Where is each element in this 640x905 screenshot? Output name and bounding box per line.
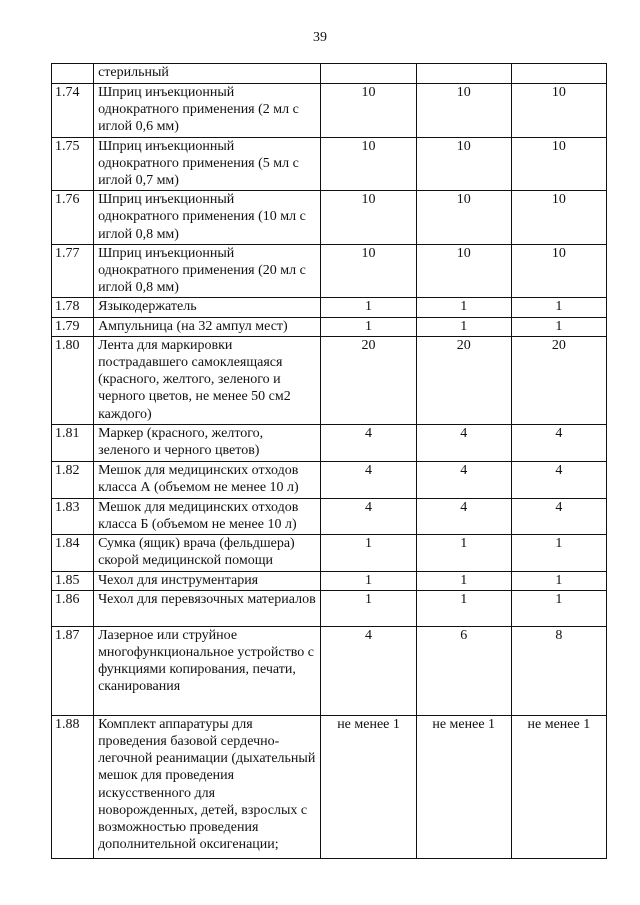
quantity-cell: 10 [416,191,511,245]
item-name-cell: Сумка (ящик) врача (фельдшера) скорой медицинской помощи [94,535,321,571]
item-number-cell [52,64,94,84]
table-row [52,64,607,84]
quantity-cell: не менее 1 [511,715,606,858]
quantity-cell: 1 [416,571,511,590]
item-number-cell: 1.88 [52,715,94,858]
table-row [52,244,607,298]
table-row [52,571,607,590]
item-name-cell: Ампульница (на 32 ампул мест) [94,317,321,336]
table-row [52,424,607,461]
table-row [52,191,607,245]
quantity-cell: 1 [511,590,606,626]
table-row [52,535,607,571]
quantity-cell: 20 [321,336,416,424]
quantity-cell: 1 [321,590,416,626]
quantity-cell: 4 [416,424,511,461]
quantity-cell: 10 [511,137,606,191]
item-number-cell: 1.83 [52,498,94,534]
item-name-cell: Чехол для перевязочных материалов [94,590,321,626]
item-number-cell: 1.74 [52,84,94,138]
item-number-cell: 1.76 [52,191,94,245]
item-number-cell: 1.79 [52,317,94,336]
quantity-cell: 4 [511,424,606,461]
item-name-cell: Языкодержатель [94,298,321,317]
item-number-cell: 1.80 [52,336,94,424]
item-name-cell: Маркер (красного, желтого, зеленого и черного цветов) [94,424,321,461]
quantity-cell: 20 [511,336,606,424]
quantity-cell: 1 [321,298,416,317]
item-name-cell: Шприц инъекционный однократного применения (20 мл с иглой 0,8 мм) [94,244,321,298]
item-number-cell: 1.78 [52,298,94,317]
item-number-cell: 1.86 [52,590,94,626]
table-row [52,137,607,191]
quantity-cell: 4 [511,498,606,534]
item-name-cell: Мешок для медицинских отходов класса А (объемом не менее 10 л) [94,461,321,498]
quantity-cell: 10 [511,244,606,298]
item-name-cell: Шприц инъекционный однократного применения (5 мл с иглой 0,7 мм) [94,137,321,191]
item-name-cell: Шприц инъекционный однократного применения (10 мл с иглой 0,8 мм) [94,191,321,245]
quantity-cell: 4 [321,626,416,715]
table-row [52,461,607,498]
quantity-cell: 4 [321,461,416,498]
item-name-cell: стерильный [94,64,321,84]
item-name-cell: Шприц инъекционный однократного применения (2 мл с иглой 0,6 мм) [94,84,321,138]
page-number: 39 [313,30,327,45]
quantity-cell: 1 [511,535,606,571]
quantity-cell: 1 [511,317,606,336]
quantity-cell: 4 [511,461,606,498]
quantity-cell: 4 [321,424,416,461]
quantity-cell: 10 [321,137,416,191]
table-row [52,626,607,715]
item-number-cell: 1.85 [52,571,94,590]
item-name-cell: Чехол для инструментария [94,571,321,590]
table-row [52,84,607,138]
item-name-cell: Лазерное или струйное многофункциональное устройство с функциями копирования, печати, сканирования [94,626,321,715]
quantity-cell: 6 [416,626,511,715]
item-name-cell: Лента для маркировки пострадавшего самоклеящаяся (красного, желтого, зеленого и черного цветов, не менее 50 см2 каждого) [94,336,321,424]
quantity-cell: 10 [321,244,416,298]
quantity-cell: 10 [511,191,606,245]
item-number-cell: 1.82 [52,461,94,498]
item-number-cell: 1.77 [52,244,94,298]
item-number-cell: 1.84 [52,535,94,571]
quantity-cell [511,64,606,84]
item-name-cell: Мешок для медицинских отходов класса Б (объемом не менее 10 л) [94,498,321,534]
quantity-cell: не менее 1 [321,715,416,858]
quantity-cell: 10 [416,84,511,138]
quantity-cell: 10 [416,244,511,298]
quantity-cell: 4 [416,498,511,534]
item-number-cell: 1.81 [52,424,94,461]
quantity-cell: 1 [321,317,416,336]
table-row [52,336,607,424]
quantity-cell: 1 [416,298,511,317]
table-row [52,317,607,336]
quantity-cell [321,64,416,84]
table-row [52,298,607,317]
equipment-table [51,63,607,859]
quantity-cell: 20 [416,336,511,424]
item-name-cell: Комплект аппаратуры для проведения базовой сердечно-легочной реанимации (дыхательный мешок для проведения искусственного для новорожденных, детей, взрослых с возможностью проведения дополнительной оксигенации; [94,715,321,858]
table-row [52,590,607,626]
quantity-cell: 4 [416,461,511,498]
quantity-cell: 1 [511,298,606,317]
table-row [52,498,607,534]
item-number-cell: 1.87 [52,626,94,715]
quantity-cell: 10 [511,84,606,138]
quantity-cell: 1 [321,571,416,590]
quantity-cell: 1 [416,317,511,336]
quantity-cell: не менее 1 [416,715,511,858]
quantity-cell: 10 [416,137,511,191]
quantity-cell: 1 [321,535,416,571]
quantity-cell: 8 [511,626,606,715]
table-row [52,715,607,858]
quantity-cell: 10 [321,84,416,138]
quantity-cell: 1 [416,535,511,571]
item-number-cell: 1.75 [52,137,94,191]
quantity-cell: 10 [321,191,416,245]
quantity-cell: 4 [321,498,416,534]
quantity-cell [416,64,511,84]
equipment-table-body [52,64,607,859]
quantity-cell: 1 [416,590,511,626]
quantity-cell: 1 [511,571,606,590]
